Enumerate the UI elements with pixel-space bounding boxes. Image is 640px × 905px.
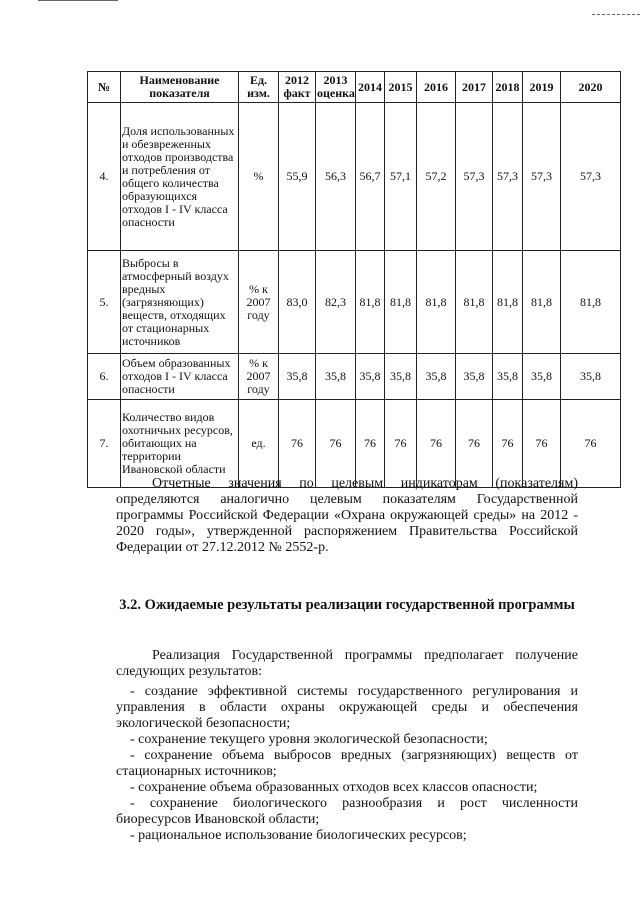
value-cell: 57,3: [523, 103, 561, 251]
col-header: Ед. изм.: [239, 72, 279, 103]
col-header: Наименование показателя: [121, 72, 239, 103]
value-cell: 76: [561, 400, 621, 488]
intro-paragraph: Реализация Государственной программы предполагает получение следующих результатов:: [116, 648, 578, 679]
value-cell: 35,8: [316, 354, 356, 400]
row-number: 4.: [88, 103, 121, 251]
value-cell: 35,8: [561, 354, 621, 400]
col-header: 2020: [561, 72, 621, 103]
row-number: 7.: [88, 400, 121, 488]
value-cell: 81,8: [493, 251, 523, 354]
value-cell: 76: [356, 400, 385, 488]
list-item: - сохранение текущего уровня экологической безопасности;: [130, 732, 488, 747]
list-item: - сохранение объема выбросов вредных (загрязняющих) веществ от стационарных источников;: [116, 748, 578, 779]
value-cell: 35,8: [356, 354, 385, 400]
value-cell: 35,8: [279, 354, 316, 400]
value-cell: 81,8: [385, 251, 417, 354]
value-cell: 81,8: [417, 251, 456, 354]
value-cell: 57,2: [417, 103, 456, 251]
indicator-name: Выбросы в атмосферный воздух вредных (загрязняющих) веществ, отходящих от стационарных источников: [121, 251, 239, 354]
value-cell: 76: [523, 400, 561, 488]
indicator-name: Количество видов охотничьих ресурсов, обитающих на территории Ивановской области: [121, 400, 239, 488]
table-header-row: [88, 72, 621, 103]
value-cell: 35,8: [456, 354, 493, 400]
table-row: [88, 354, 621, 400]
value-cell: 56,3: [316, 103, 356, 251]
value-cell: 76: [493, 400, 523, 488]
col-header: 2018: [493, 72, 523, 103]
value-cell: 76: [316, 400, 356, 488]
indicator-unit: % к 2007 году: [239, 354, 279, 400]
table-row: [88, 251, 621, 354]
results-list: [116, 684, 578, 844]
value-cell: 81,8: [356, 251, 385, 354]
table-row: [88, 103, 621, 251]
indicator-name: Объем образованных отходов I - IV класса опасности: [121, 354, 239, 400]
value-cell: 57,3: [456, 103, 493, 251]
value-cell: 81,8: [456, 251, 493, 354]
scan-edge-line: [38, 0, 118, 1]
value-cell: 81,8: [561, 251, 621, 354]
indicator-unit: % к 2007 году: [239, 251, 279, 354]
section-heading: 3.2. Ожидаемые результаты реализации государственной программы: [119, 597, 575, 613]
value-cell: 76: [279, 400, 316, 488]
value-cell: 35,8: [417, 354, 456, 400]
scan-edge-line: [592, 14, 640, 15]
value-cell: 57,3: [493, 103, 523, 251]
col-header: 2019: [523, 72, 561, 103]
list-item: - создание эффективной системы государственного регулирования и управления в области охраны окружающей среды и обеспечения экологической безопасности;: [116, 684, 578, 731]
value-cell: 76: [456, 400, 493, 488]
list-item: - сохранение объема образованных отходов всех классов опасности;: [130, 780, 538, 795]
value-cell: 35,8: [385, 354, 417, 400]
col-header: 2013 оценка: [316, 72, 356, 103]
indicator-unit: ед.: [239, 400, 279, 488]
list-item: - рациональное использование биологических ресурсов;: [130, 828, 467, 843]
value-cell: 76: [417, 400, 456, 488]
col-header: 2016: [417, 72, 456, 103]
value-cell: 81,8: [523, 251, 561, 354]
col-header: 2014: [356, 72, 385, 103]
reporting-paragraph: Отчетные значения по целевым индикаторам (показателям) определяются аналогично целевым показателям Государственной программы Российской Федерации «Охрана окружающей среды» на 2012 - 2020 годы», утвержденной распоряжением Правительства Российской Федерации от 27.12.2012 № 2552-р.: [116, 476, 578, 555]
value-cell: 56,7: [356, 103, 385, 251]
value-cell: 57,1: [385, 103, 417, 251]
col-header: 2015: [385, 72, 417, 103]
indicator-unit: %: [239, 103, 279, 251]
table-row: [88, 400, 621, 488]
row-number: 6.: [88, 354, 121, 400]
value-cell: 82,3: [316, 251, 356, 354]
value-cell: 83,0: [279, 251, 316, 354]
value-cell: 57,3: [561, 103, 621, 251]
list-item: - сохранение биологического разнообразия и рост численности биоресурсов Ивановской области;: [116, 796, 578, 827]
value-cell: 35,8: [493, 354, 523, 400]
indicators-table: [87, 71, 621, 488]
col-header: 2017: [456, 72, 493, 103]
col-header: №: [88, 72, 121, 103]
row-number: 5.: [88, 251, 121, 354]
value-cell: 76: [385, 400, 417, 488]
value-cell: 55,9: [279, 103, 316, 251]
indicator-name: Доля использованных и обезвреженных отходов производства и потребления от общего количества образующихся отходов I - IV класса опасности: [121, 103, 239, 251]
value-cell: 35,8: [523, 354, 561, 400]
col-header: 2012 факт: [279, 72, 316, 103]
